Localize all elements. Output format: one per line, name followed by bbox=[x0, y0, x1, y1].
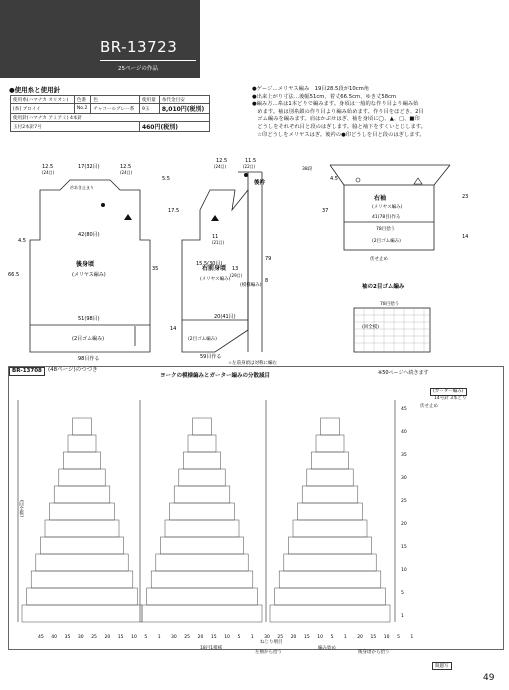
yoke-x-tick: 1 bbox=[343, 635, 347, 640]
sleeve-top-rows: 38段 bbox=[302, 167, 313, 172]
yoke-x-tick: 10 bbox=[383, 635, 390, 640]
yoke-pick-twist: ねじり増目 bbox=[260, 640, 283, 645]
yoke-x-axis bbox=[38, 634, 413, 640]
back-height-3: 35 bbox=[152, 266, 159, 272]
front-note: ☆左前身頃は対称に編む bbox=[228, 361, 278, 366]
front-cast-on: 59目作る bbox=[200, 354, 222, 360]
amount: 9玉 bbox=[139, 104, 159, 114]
yoke-motif-tier bbox=[31, 571, 133, 588]
method-note-2: めます。袖は別糸鎖の作り目より編み始めます。作り目をほどき、2目 bbox=[252, 108, 424, 115]
front-collar: 後衿 bbox=[254, 180, 266, 186]
back-dim-2: 17(32目) bbox=[78, 164, 100, 170]
front-sub: (メリヤス編み) bbox=[200, 277, 231, 282]
back-cast-on: 98目作る bbox=[78, 356, 100, 362]
size-note: ●出来上がり寸法…後幅51cm、着丈66.5cm、ゆき丈58cm bbox=[252, 93, 397, 100]
color-no: No.2 bbox=[74, 104, 90, 114]
sleeve-h4: 14 bbox=[462, 234, 469, 240]
yoke-x-tick: 1 bbox=[410, 635, 414, 640]
yoke-x-tick: 10 bbox=[224, 635, 230, 640]
yoke-motif-tier bbox=[174, 486, 230, 503]
yoke-x-tick: 5 bbox=[144, 635, 148, 640]
sleeve-chart-pattern: (回全模) bbox=[362, 325, 380, 330]
yoke-motif-tier bbox=[179, 469, 225, 486]
color-name: チャコールグレー系 bbox=[91, 104, 140, 114]
materials-header-row bbox=[11, 96, 210, 104]
yoke-tag-sub: (48ページ)のつづき bbox=[48, 367, 98, 373]
front-w5: 8 bbox=[265, 278, 269, 284]
yoke-bind-off: 伏せ止め bbox=[420, 404, 438, 409]
front-w-mid: 11.5 bbox=[245, 158, 257, 164]
yoke-motif-tier bbox=[165, 520, 239, 537]
yoke-x-tick: 10 bbox=[317, 635, 324, 640]
back-height-1: 4.5 bbox=[18, 238, 26, 244]
yoke-y-tick: 30 bbox=[401, 476, 407, 481]
yoke-x-tick: 20 bbox=[104, 635, 111, 640]
yoke-x-tick: 20 bbox=[290, 635, 297, 640]
yoke-motif-tier bbox=[316, 435, 344, 452]
front-h2: 17.5 bbox=[168, 208, 180, 214]
yoke-y-tick: 25 bbox=[401, 499, 407, 504]
yoke-y-tick: 15 bbox=[401, 545, 407, 550]
yarn-name: [糸] ブロイイ bbox=[11, 104, 75, 114]
yoke-motif-tier bbox=[68, 435, 96, 452]
yoke-x-tick: 1 bbox=[157, 635, 161, 640]
yoke-x-tick: 45 bbox=[38, 635, 44, 640]
front-h1: 5.5 bbox=[162, 176, 170, 182]
yoke-motifs bbox=[18, 400, 395, 622]
yoke-x-tick: 15 bbox=[370, 635, 377, 640]
instructions bbox=[252, 86, 502, 139]
front-w2: 15.5(30目) bbox=[196, 261, 223, 267]
back-neck-mark: 衿あき止まり bbox=[70, 185, 94, 190]
yoke-motif-tier bbox=[275, 588, 386, 605]
yoke-x-tick: 10 bbox=[131, 635, 137, 640]
sleeve-h3: 37 bbox=[322, 208, 329, 214]
front-rib: (2目ゴム編み) bbox=[188, 337, 217, 342]
front-w-top: 12.5 bbox=[216, 158, 228, 164]
pattern-code: BR-13723 bbox=[100, 38, 178, 56]
yoke-motif-tier bbox=[156, 554, 248, 571]
yoke-motif-tier bbox=[73, 418, 92, 435]
yoke-motif-tier bbox=[59, 469, 105, 486]
yoke-pick-back: 後身頃から拾う bbox=[358, 650, 390, 655]
sleeve-bind-off: 伏せ止め bbox=[370, 257, 388, 262]
yoke-motif-tier bbox=[36, 554, 128, 571]
front-w-mid2: (22目) bbox=[243, 164, 256, 169]
yoke-y-tick: 35 bbox=[401, 453, 407, 458]
yoke-y-tick: 40 bbox=[401, 430, 407, 435]
sleeve-w1: 41(78目)作る bbox=[372, 215, 401, 220]
method-note-3: ゴム編みを編みます。肩はかぶせはぎ、袖を身頃に◯、▲、□、■印 bbox=[252, 116, 420, 123]
yoke-motif-tier bbox=[279, 571, 381, 588]
footer-tag: 開題写 bbox=[432, 662, 452, 670]
yoke-tag: BR-13708 bbox=[9, 367, 45, 376]
yoke-motif-tier bbox=[298, 503, 363, 520]
yoke-pick-pattern: 18目1模様 bbox=[200, 646, 223, 651]
front-w1s: (21目) bbox=[212, 240, 225, 245]
yoke-motif-tier bbox=[293, 520, 367, 537]
materials-table bbox=[10, 95, 210, 132]
back-rib: (2目ゴム編み) bbox=[72, 336, 105, 342]
yoke-x-tick: 30 bbox=[77, 635, 84, 640]
yoke-x-tick: 40 bbox=[51, 635, 58, 640]
yoke-x-tick: 25 bbox=[184, 635, 191, 640]
back-width-bottom: 51(98目) bbox=[78, 316, 100, 322]
yoke-motif-tier bbox=[270, 605, 390, 622]
front-w3s: (29目) bbox=[230, 273, 243, 278]
yoke-y-tick: 5 bbox=[401, 591, 404, 596]
yoke-y-axis bbox=[401, 406, 407, 619]
yoke-motif-tier bbox=[40, 537, 123, 554]
gauge-note: ●ゲージ…メリヤス編み 19目28.5段が10cm角 bbox=[252, 86, 370, 92]
yoke-y-tick: 10 bbox=[401, 568, 407, 573]
yoke-motif-tier bbox=[321, 418, 340, 435]
yoke-x-tick: 35 bbox=[64, 635, 71, 640]
method-note-1: ●編み方…糸は1本どりで編みます。身頃は一般的な作り目より編み始 bbox=[252, 101, 419, 108]
col-color-no: 色番 bbox=[74, 96, 90, 104]
back-sub: (メリヤス編み) bbox=[72, 272, 106, 278]
yoke-x-tick: 20 bbox=[357, 635, 363, 640]
yoke-garter-sub: 14号針 3本どり bbox=[434, 396, 467, 401]
yoke-motif-tier bbox=[307, 469, 353, 486]
yoke-motif-tier bbox=[193, 418, 212, 435]
sleeve-w2: 78目拾う bbox=[376, 227, 396, 232]
sleeve-rib: (2目ゴム編み) bbox=[372, 239, 401, 244]
yoke-x-tick: 25 bbox=[91, 635, 97, 640]
back-dim-1: 12.5 bbox=[42, 164, 54, 170]
needle-label: 使用針(ハマナカ アミアミ) 4本針 bbox=[11, 114, 210, 122]
method-note-4: どうしをそれぞれ目と段のはぎします。脇と袖下をすくいとじします。 bbox=[252, 123, 426, 130]
sleeve-sub: (メリヤス編み) bbox=[372, 205, 403, 210]
yoke-title: ヨークの模様編みとガーター編みの分散減目 bbox=[160, 373, 271, 379]
back-width-top: 42(80目) bbox=[78, 232, 100, 238]
yoke-motif-tier bbox=[22, 605, 142, 622]
sleeve-chart-lines bbox=[354, 308, 430, 352]
col-yarn: 使用糸(ハマナカ オリオン) bbox=[11, 96, 75, 104]
price: 8,010円(税別) bbox=[159, 104, 209, 114]
yoke-x-tick: 30 bbox=[171, 635, 177, 640]
front-w-top2: (24目) bbox=[214, 164, 227, 169]
pattern-subtitle: 25ページの作品 bbox=[118, 66, 158, 72]
front-h4: 14 bbox=[170, 326, 177, 332]
back-triangle-mark bbox=[124, 214, 132, 220]
front-border-label: (模様編み) bbox=[240, 283, 262, 288]
col-color: 色 bbox=[91, 96, 140, 104]
back-dot-mark bbox=[101, 203, 105, 207]
back-height-2: 66.5 bbox=[8, 272, 20, 278]
page-number: 49 bbox=[483, 673, 495, 683]
yoke-motif-tier bbox=[142, 605, 262, 622]
yoke-chart bbox=[0, 380, 509, 650]
col-price: 糸代金目安 bbox=[159, 96, 209, 104]
yoke-motif-tier bbox=[63, 452, 100, 469]
yoke-pick-left-sleeve: 左袖から拾う bbox=[255, 650, 282, 655]
yoke-x-tick: 30 bbox=[264, 635, 270, 640]
yoke-x-tick: 15 bbox=[210, 635, 217, 640]
yoke-y-tick: 20 bbox=[401, 522, 407, 527]
yoke-motif-tier bbox=[27, 588, 138, 605]
yoke-x-tick: 15 bbox=[304, 635, 310, 640]
needle-price: 460円(税別) bbox=[139, 122, 209, 132]
needle-label-row bbox=[11, 114, 210, 122]
yoke-x-tick: 5 bbox=[397, 635, 400, 640]
front-w1: 11 bbox=[212, 234, 219, 240]
back-dim-1s: (24目) bbox=[42, 170, 55, 175]
sleeve-title: 右袖 bbox=[374, 195, 387, 202]
yoke-motif-tier bbox=[302, 486, 358, 503]
sleeve-chart-label: 78目拾う bbox=[380, 302, 400, 307]
yoke-motif-tier bbox=[147, 588, 258, 605]
sleeve-right-slope bbox=[434, 165, 450, 185]
front-h3: 79 bbox=[265, 256, 272, 262]
yoke-motif-tier bbox=[54, 486, 110, 503]
front-triangle-mark bbox=[211, 215, 219, 221]
materials-row bbox=[11, 104, 210, 114]
col-amount: 使用量 bbox=[139, 96, 159, 104]
yoke-x-tick: 15 bbox=[117, 635, 124, 640]
yoke-motif-tier bbox=[50, 503, 115, 520]
yoke-x-tick: 20 bbox=[197, 635, 204, 640]
yoke-motif-tier bbox=[183, 452, 220, 469]
yoke-motif-tier bbox=[151, 571, 253, 588]
yoke-motif-tier bbox=[160, 537, 243, 554]
front-w4: 20(41目) bbox=[214, 314, 236, 320]
yoke-motif-tier bbox=[170, 503, 235, 520]
sleeve-chart-grid bbox=[354, 308, 430, 352]
needle-name: 玉付2本針7号 bbox=[11, 122, 140, 132]
yoke-garter: (ガーター編み) bbox=[430, 388, 467, 396]
yoke-motif-tier bbox=[188, 435, 216, 452]
front-title: 右前身頃 bbox=[202, 265, 227, 272]
yoke-x-tick: 5 bbox=[330, 635, 334, 640]
sleeve-left-slope bbox=[330, 165, 344, 185]
yoke-y-tick: 45 bbox=[401, 407, 407, 412]
yoke-motif-tier bbox=[284, 554, 376, 571]
back-dim-3: 12.5 bbox=[120, 164, 132, 170]
continued-note: ※50ページへ続きます bbox=[378, 370, 429, 376]
front-dot-mark bbox=[244, 173, 248, 177]
sleeve-triangle-mark bbox=[414, 178, 422, 184]
method-note-5: ☆印どうしをメリヤスはぎ。後衿の●印どうしを目と段のはぎします。 bbox=[252, 131, 425, 138]
back-dim-3s: (24目) bbox=[120, 170, 133, 175]
yoke-x-tick: 5 bbox=[237, 635, 241, 640]
yoke-side-label: (回全模) bbox=[18, 500, 24, 518]
yoke-motif-tier bbox=[288, 537, 371, 554]
header-divider bbox=[100, 60, 196, 61]
back-title: 後身頃 bbox=[76, 261, 95, 268]
needle-row bbox=[11, 122, 210, 132]
sleeve-chart-title: 袖の2目ゴム編み bbox=[362, 284, 405, 290]
yoke-start: 編み始め bbox=[318, 646, 336, 651]
sleeve-h1: 4.5 bbox=[330, 176, 338, 182]
front-w3: 13 bbox=[232, 266, 239, 272]
yoke-motif-tier bbox=[45, 520, 119, 537]
yoke-y-tick: 1 bbox=[401, 614, 404, 619]
materials-title: ●使用糸と使用針 bbox=[9, 86, 61, 94]
sleeve-circle-mark bbox=[356, 178, 360, 182]
sleeve-h2: 23 bbox=[462, 194, 469, 200]
yoke-x-tick: 25 bbox=[277, 635, 284, 640]
yoke-motif-tier bbox=[311, 452, 348, 469]
yoke-x-tick: 1 bbox=[250, 635, 254, 640]
